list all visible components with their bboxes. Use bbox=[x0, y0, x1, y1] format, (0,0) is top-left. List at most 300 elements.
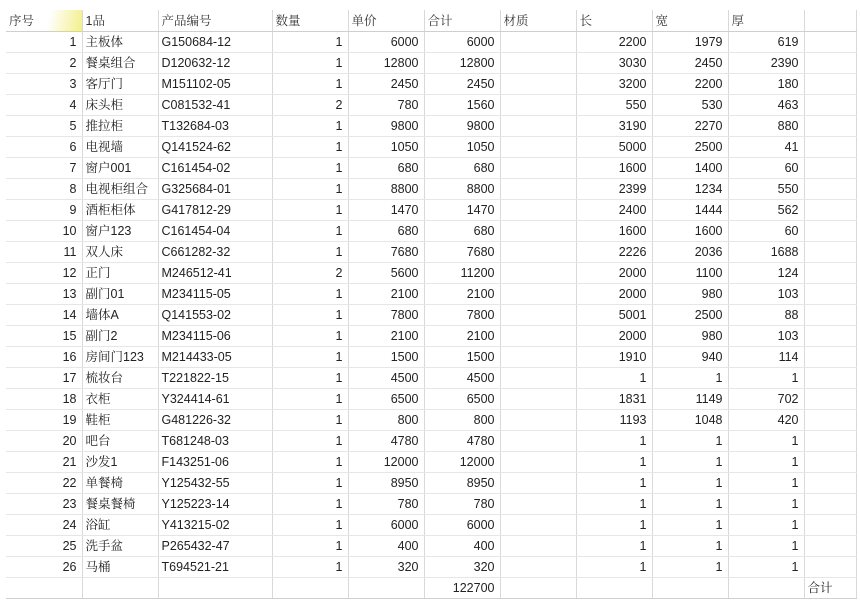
cell-subtotal[interactable]: 800 bbox=[424, 410, 500, 431]
cell-length[interactable]: 1 bbox=[576, 431, 652, 452]
cell-width[interactable]: 940 bbox=[652, 347, 728, 368]
header-cell-thickness[interactable]: 厚 bbox=[728, 10, 804, 32]
cell-thickness[interactable]: 88 bbox=[728, 305, 804, 326]
cell-material[interactable] bbox=[500, 431, 576, 452]
cell-subtotal[interactable]: 8800 bbox=[424, 179, 500, 200]
cell-code[interactable]: C661282-32 bbox=[158, 242, 272, 263]
cell-qty[interactable]: 1 bbox=[272, 473, 348, 494]
cell-qty[interactable]: 1 bbox=[272, 305, 348, 326]
cell-length[interactable]: 2000 bbox=[576, 326, 652, 347]
cell-code[interactable]: Y125223-14 bbox=[158, 494, 272, 515]
cell-length[interactable]: 5001 bbox=[576, 305, 652, 326]
cell-qty[interactable]: 1 bbox=[272, 179, 348, 200]
cell[interactable] bbox=[500, 578, 576, 599]
cell-width[interactable]: 1 bbox=[652, 536, 728, 557]
cell-width[interactable]: 980 bbox=[652, 326, 728, 347]
cell-width[interactable]: 1234 bbox=[652, 179, 728, 200]
cell-material[interactable] bbox=[500, 179, 576, 200]
cell-name[interactable]: 房间门123 bbox=[82, 347, 158, 368]
cell-qty[interactable]: 1 bbox=[272, 494, 348, 515]
cell-qty[interactable]: 1 bbox=[272, 557, 348, 578]
cell-thickness[interactable]: 2390 bbox=[728, 53, 804, 74]
cell-seq[interactable]: 1 bbox=[6, 32, 82, 53]
cell-seq[interactable]: 26 bbox=[6, 557, 82, 578]
cell-qty[interactable]: 1 bbox=[272, 53, 348, 74]
cell-length[interactable]: 1193 bbox=[576, 410, 652, 431]
cell-price[interactable]: 12000 bbox=[348, 452, 424, 473]
cell-qty[interactable]: 1 bbox=[272, 347, 348, 368]
cell-material[interactable] bbox=[500, 116, 576, 137]
cell-price[interactable]: 4780 bbox=[348, 431, 424, 452]
cell-length[interactable]: 1831 bbox=[576, 389, 652, 410]
cell-code[interactable]: G325684-01 bbox=[158, 179, 272, 200]
cell-seq[interactable]: 10 bbox=[6, 221, 82, 242]
cell-material[interactable] bbox=[500, 536, 576, 557]
cell-code[interactable]: G481226-32 bbox=[158, 410, 272, 431]
cell-name[interactable]: 单餐椅 bbox=[82, 473, 158, 494]
cell-thickness[interactable]: 1 bbox=[728, 473, 804, 494]
cell-thickness[interactable]: 103 bbox=[728, 326, 804, 347]
cell-name[interactable]: 鞋柜 bbox=[82, 410, 158, 431]
cell-extra[interactable] bbox=[804, 74, 856, 95]
cell-qty[interactable]: 1 bbox=[272, 32, 348, 53]
cell-subtotal[interactable]: 6500 bbox=[424, 389, 500, 410]
cell-material[interactable] bbox=[500, 200, 576, 221]
cell-name[interactable]: 墙体A bbox=[82, 305, 158, 326]
cell-thickness[interactable]: 463 bbox=[728, 95, 804, 116]
cell-subtotal[interactable]: 1470 bbox=[424, 200, 500, 221]
cell-extra[interactable] bbox=[804, 137, 856, 158]
cell-price[interactable]: 680 bbox=[348, 158, 424, 179]
cell-qty[interactable]: 1 bbox=[272, 74, 348, 95]
header-cell-length[interactable]: 长 bbox=[576, 10, 652, 32]
cell-price[interactable]: 6000 bbox=[348, 32, 424, 53]
cell-price[interactable]: 7680 bbox=[348, 242, 424, 263]
cell-name[interactable]: 衣柜 bbox=[82, 389, 158, 410]
cell-seq[interactable]: 19 bbox=[6, 410, 82, 431]
cell-seq[interactable]: 4 bbox=[6, 95, 82, 116]
cell-price[interactable]: 1470 bbox=[348, 200, 424, 221]
cell-length[interactable]: 5000 bbox=[576, 137, 652, 158]
cell-subtotal[interactable]: 6000 bbox=[424, 32, 500, 53]
cell-thickness[interactable]: 1 bbox=[728, 368, 804, 389]
cell-length[interactable]: 2226 bbox=[576, 242, 652, 263]
cell-thickness[interactable]: 1688 bbox=[728, 242, 804, 263]
cell-material[interactable] bbox=[500, 53, 576, 74]
cell-name[interactable]: 副门01 bbox=[82, 284, 158, 305]
cell-name[interactable]: 餐桌组合 bbox=[82, 53, 158, 74]
cell-seq[interactable]: 18 bbox=[6, 389, 82, 410]
cell-name[interactable]: 双人床 bbox=[82, 242, 158, 263]
cell-length[interactable]: 2200 bbox=[576, 32, 652, 53]
cell-name[interactable]: 电视墙 bbox=[82, 137, 158, 158]
cell-code[interactable]: T132684-03 bbox=[158, 116, 272, 137]
cell-seq[interactable]: 2 bbox=[6, 53, 82, 74]
cell-name[interactable]: 窗户123 bbox=[82, 221, 158, 242]
cell-extra[interactable] bbox=[804, 431, 856, 452]
cell-extra[interactable] bbox=[804, 452, 856, 473]
cell-width[interactable]: 1600 bbox=[652, 221, 728, 242]
cell-length[interactable]: 1 bbox=[576, 515, 652, 536]
header-cell-qty[interactable]: 数量 bbox=[272, 10, 348, 32]
cell-material[interactable] bbox=[500, 557, 576, 578]
cell-qty[interactable]: 1 bbox=[272, 536, 348, 557]
cell-subtotal[interactable]: 11200 bbox=[424, 263, 500, 284]
cell-subtotal[interactable]: 7680 bbox=[424, 242, 500, 263]
cell-qty[interactable]: 2 bbox=[272, 263, 348, 284]
cell-price[interactable]: 8950 bbox=[348, 473, 424, 494]
cell-thickness[interactable]: 60 bbox=[728, 221, 804, 242]
cell-width[interactable]: 2450 bbox=[652, 53, 728, 74]
cell-code[interactable]: T694521-21 bbox=[158, 557, 272, 578]
cell-material[interactable] bbox=[500, 452, 576, 473]
cell-width[interactable]: 1979 bbox=[652, 32, 728, 53]
cell-material[interactable] bbox=[500, 515, 576, 536]
cell-material[interactable] bbox=[500, 137, 576, 158]
cell-thickness[interactable]: 103 bbox=[728, 284, 804, 305]
cell-code[interactable]: M234115-05 bbox=[158, 284, 272, 305]
header-cell-material[interactable]: 材质 bbox=[500, 10, 576, 32]
cell-code[interactable]: M214433-05 bbox=[158, 347, 272, 368]
cell-width[interactable]: 2500 bbox=[652, 137, 728, 158]
cell-code[interactable]: T221822-15 bbox=[158, 368, 272, 389]
cell-price[interactable]: 5600 bbox=[348, 263, 424, 284]
cell-width[interactable]: 1444 bbox=[652, 200, 728, 221]
cell-material[interactable] bbox=[500, 74, 576, 95]
cell-width[interactable]: 1 bbox=[652, 473, 728, 494]
cell-length[interactable]: 1 bbox=[576, 452, 652, 473]
cell-seq[interactable]: 5 bbox=[6, 116, 82, 137]
cell-thickness[interactable]: 702 bbox=[728, 389, 804, 410]
cell-width[interactable]: 2270 bbox=[652, 116, 728, 137]
cell-code[interactable]: C161454-02 bbox=[158, 158, 272, 179]
header-cell-extra[interactable] bbox=[804, 10, 856, 32]
cell-seq[interactable]: 20 bbox=[6, 431, 82, 452]
cell-length[interactable]: 1 bbox=[576, 368, 652, 389]
cell-length[interactable]: 550 bbox=[576, 95, 652, 116]
cell-seq[interactable]: 13 bbox=[6, 284, 82, 305]
cell-seq[interactable]: 8 bbox=[6, 179, 82, 200]
cell-extra[interactable] bbox=[804, 305, 856, 326]
cell-code[interactable]: M151102-05 bbox=[158, 74, 272, 95]
cell-material[interactable] bbox=[500, 263, 576, 284]
cell-price[interactable]: 780 bbox=[348, 494, 424, 515]
cell-qty[interactable]: 1 bbox=[272, 368, 348, 389]
cell[interactable] bbox=[272, 578, 348, 599]
cell-material[interactable] bbox=[500, 242, 576, 263]
cell-thickness[interactable]: 550 bbox=[728, 179, 804, 200]
cell-price[interactable]: 4500 bbox=[348, 368, 424, 389]
cell-qty[interactable]: 1 bbox=[272, 410, 348, 431]
cell-subtotal[interactable]: 12800 bbox=[424, 53, 500, 74]
cell-seq[interactable]: 12 bbox=[6, 263, 82, 284]
cell-name[interactable]: 推拉柜 bbox=[82, 116, 158, 137]
cell-subtotal[interactable]: 2100 bbox=[424, 326, 500, 347]
cell-length[interactable]: 3030 bbox=[576, 53, 652, 74]
cell-width[interactable]: 2500 bbox=[652, 305, 728, 326]
cell-length[interactable]: 2400 bbox=[576, 200, 652, 221]
cell-subtotal[interactable]: 1050 bbox=[424, 137, 500, 158]
cell-qty[interactable]: 1 bbox=[272, 242, 348, 263]
cell-seq[interactable]: 17 bbox=[6, 368, 82, 389]
cell-subtotal[interactable]: 2100 bbox=[424, 284, 500, 305]
grand-total-cell[interactable]: 122700 bbox=[424, 578, 500, 599]
cell-seq[interactable]: 6 bbox=[6, 137, 82, 158]
cell-name[interactable]: 正门 bbox=[82, 263, 158, 284]
cell-code[interactable]: Y125432-55 bbox=[158, 473, 272, 494]
cell-length[interactable]: 1910 bbox=[576, 347, 652, 368]
header-cell-subtotal[interactable]: 合计 bbox=[424, 10, 500, 32]
cell-subtotal[interactable]: 680 bbox=[424, 158, 500, 179]
cell-name[interactable]: 梳妆台 bbox=[82, 368, 158, 389]
cell-subtotal[interactable]: 9800 bbox=[424, 116, 500, 137]
cell-extra[interactable] bbox=[804, 53, 856, 74]
cell-qty[interactable]: 1 bbox=[272, 221, 348, 242]
cell-name[interactable]: 床头柜 bbox=[82, 95, 158, 116]
cell-length[interactable]: 2000 bbox=[576, 284, 652, 305]
cell-code[interactable]: Y324414-61 bbox=[158, 389, 272, 410]
cell-subtotal[interactable]: 320 bbox=[424, 557, 500, 578]
cell-width[interactable]: 1400 bbox=[652, 158, 728, 179]
cell-extra[interactable] bbox=[804, 473, 856, 494]
cell-thickness[interactable]: 1 bbox=[728, 452, 804, 473]
cell-seq[interactable]: 15 bbox=[6, 326, 82, 347]
cell-width[interactable]: 1 bbox=[652, 557, 728, 578]
cell-price[interactable]: 9800 bbox=[348, 116, 424, 137]
cell-qty[interactable]: 1 bbox=[272, 158, 348, 179]
cell-material[interactable] bbox=[500, 473, 576, 494]
cell-code[interactable]: P265432-47 bbox=[158, 536, 272, 557]
cell-thickness[interactable]: 180 bbox=[728, 74, 804, 95]
cell-qty[interactable]: 1 bbox=[272, 326, 348, 347]
cell-code[interactable]: C081532-41 bbox=[158, 95, 272, 116]
cell-material[interactable] bbox=[500, 305, 576, 326]
cell-extra[interactable] bbox=[804, 410, 856, 431]
cell-thickness[interactable]: 1 bbox=[728, 515, 804, 536]
cell-price[interactable]: 6500 bbox=[348, 389, 424, 410]
cell-length[interactable]: 1 bbox=[576, 473, 652, 494]
cell-width[interactable]: 1048 bbox=[652, 410, 728, 431]
cell-name[interactable]: 沙发1 bbox=[82, 452, 158, 473]
cell-width[interactable]: 1 bbox=[652, 494, 728, 515]
cell-code[interactable]: T681248-03 bbox=[158, 431, 272, 452]
cell-seq[interactable]: 22 bbox=[6, 473, 82, 494]
cell-price[interactable]: 2100 bbox=[348, 284, 424, 305]
cell-qty[interactable]: 1 bbox=[272, 137, 348, 158]
cell-price[interactable]: 2450 bbox=[348, 74, 424, 95]
cell-length[interactable]: 3200 bbox=[576, 74, 652, 95]
cell-extra[interactable] bbox=[804, 557, 856, 578]
cell-extra[interactable] bbox=[804, 494, 856, 515]
header-cell-width[interactable]: 宽 bbox=[652, 10, 728, 32]
cell-thickness[interactable]: 420 bbox=[728, 410, 804, 431]
cell-length[interactable]: 1 bbox=[576, 494, 652, 515]
cell-length[interactable]: 2399 bbox=[576, 179, 652, 200]
cell-price[interactable]: 12800 bbox=[348, 53, 424, 74]
cell-material[interactable] bbox=[500, 158, 576, 179]
cell-code[interactable]: C161454-04 bbox=[158, 221, 272, 242]
cell-extra[interactable] bbox=[804, 158, 856, 179]
cell-length[interactable]: 1600 bbox=[576, 158, 652, 179]
cell-material[interactable] bbox=[500, 221, 576, 242]
cell-width[interactable]: 1 bbox=[652, 431, 728, 452]
cell-seq[interactable]: 25 bbox=[6, 536, 82, 557]
cell-name[interactable]: 餐桌餐椅 bbox=[82, 494, 158, 515]
cell-extra[interactable] bbox=[804, 326, 856, 347]
cell-width[interactable]: 980 bbox=[652, 284, 728, 305]
cell-thickness[interactable]: 41 bbox=[728, 137, 804, 158]
cell-material[interactable] bbox=[500, 410, 576, 431]
cell-subtotal[interactable]: 780 bbox=[424, 494, 500, 515]
cell-price[interactable]: 780 bbox=[348, 95, 424, 116]
cell-seq[interactable]: 14 bbox=[6, 305, 82, 326]
cell-code[interactable]: D120632-12 bbox=[158, 53, 272, 74]
cell-length[interactable]: 1600 bbox=[576, 221, 652, 242]
cell-width[interactable]: 2200 bbox=[652, 74, 728, 95]
cell-price[interactable]: 6000 bbox=[348, 515, 424, 536]
cell-material[interactable] bbox=[500, 389, 576, 410]
cell-material[interactable] bbox=[500, 326, 576, 347]
cell-qty[interactable]: 1 bbox=[272, 452, 348, 473]
cell-code[interactable]: M246512-41 bbox=[158, 263, 272, 284]
cell-qty[interactable]: 1 bbox=[272, 200, 348, 221]
cell-seq[interactable]: 3 bbox=[6, 74, 82, 95]
cell-price[interactable]: 8800 bbox=[348, 179, 424, 200]
cell-width[interactable]: 1149 bbox=[652, 389, 728, 410]
cell-seq[interactable]: 24 bbox=[6, 515, 82, 536]
cell-thickness[interactable]: 1 bbox=[728, 536, 804, 557]
cell-price[interactable]: 1050 bbox=[348, 137, 424, 158]
cell-name[interactable]: 主板体 bbox=[82, 32, 158, 53]
cell-width[interactable]: 1 bbox=[652, 452, 728, 473]
cell-extra[interactable] bbox=[804, 515, 856, 536]
cell-code[interactable]: Q141553-02 bbox=[158, 305, 272, 326]
cell-price[interactable]: 7800 bbox=[348, 305, 424, 326]
cell-thickness[interactable]: 114 bbox=[728, 347, 804, 368]
cell-material[interactable] bbox=[500, 368, 576, 389]
cell-code[interactable]: F143251-06 bbox=[158, 452, 272, 473]
cell-qty[interactable]: 1 bbox=[272, 389, 348, 410]
cell-thickness[interactable]: 60 bbox=[728, 158, 804, 179]
cell-material[interactable] bbox=[500, 347, 576, 368]
cell-seq[interactable]: 23 bbox=[6, 494, 82, 515]
cell-thickness[interactable]: 1 bbox=[728, 557, 804, 578]
cell-name[interactable]: 吧台 bbox=[82, 431, 158, 452]
cell-price[interactable]: 2100 bbox=[348, 326, 424, 347]
cell-extra[interactable] bbox=[804, 389, 856, 410]
cell-extra[interactable] bbox=[804, 221, 856, 242]
cell[interactable] bbox=[348, 578, 424, 599]
cell-extra[interactable] bbox=[804, 32, 856, 53]
cell-code[interactable]: Y413215-02 bbox=[158, 515, 272, 536]
cell-price[interactable]: 800 bbox=[348, 410, 424, 431]
cell-extra[interactable] bbox=[804, 368, 856, 389]
cell-material[interactable] bbox=[500, 32, 576, 53]
cell-subtotal[interactable]: 1560 bbox=[424, 95, 500, 116]
cell-name[interactable]: 酒柜柜体 bbox=[82, 200, 158, 221]
cell-length[interactable]: 1 bbox=[576, 557, 652, 578]
cell-code[interactable]: G150684-12 bbox=[158, 32, 272, 53]
cell-name[interactable]: 客厅门 bbox=[82, 74, 158, 95]
cell-thickness[interactable]: 1 bbox=[728, 431, 804, 452]
cell-subtotal[interactable]: 680 bbox=[424, 221, 500, 242]
cell-length[interactable]: 1 bbox=[576, 536, 652, 557]
cell-subtotal[interactable]: 1500 bbox=[424, 347, 500, 368]
cell-seq[interactable]: 16 bbox=[6, 347, 82, 368]
cell-seq[interactable]: 21 bbox=[6, 452, 82, 473]
cell-name[interactable]: 副门2 bbox=[82, 326, 158, 347]
cell-name[interactable]: 窗户001 bbox=[82, 158, 158, 179]
cell-subtotal[interactable]: 2450 bbox=[424, 74, 500, 95]
cell[interactable] bbox=[728, 578, 804, 599]
cell-price[interactable]: 680 bbox=[348, 221, 424, 242]
cell-width[interactable]: 1 bbox=[652, 515, 728, 536]
cell-extra[interactable] bbox=[804, 200, 856, 221]
cell-material[interactable] bbox=[500, 284, 576, 305]
cell-thickness[interactable]: 1 bbox=[728, 494, 804, 515]
cell-price[interactable]: 400 bbox=[348, 536, 424, 557]
cell-name[interactable]: 马桶 bbox=[82, 557, 158, 578]
cell[interactable] bbox=[158, 578, 272, 599]
cell[interactable] bbox=[82, 578, 158, 599]
cell-thickness[interactable]: 562 bbox=[728, 200, 804, 221]
cell-code[interactable]: M234115-06 bbox=[158, 326, 272, 347]
cell-price[interactable]: 1500 bbox=[348, 347, 424, 368]
cell-qty[interactable]: 1 bbox=[272, 284, 348, 305]
cell-thickness[interactable]: 124 bbox=[728, 263, 804, 284]
cell-subtotal[interactable]: 400 bbox=[424, 536, 500, 557]
cell-length[interactable]: 3190 bbox=[576, 116, 652, 137]
cell-extra[interactable] bbox=[804, 242, 856, 263]
cell-extra[interactable] bbox=[804, 536, 856, 557]
cell-extra[interactable] bbox=[804, 179, 856, 200]
header-cell-price[interactable]: 单价 bbox=[348, 10, 424, 32]
cell-width[interactable]: 1100 bbox=[652, 263, 728, 284]
cell-subtotal[interactable]: 7800 bbox=[424, 305, 500, 326]
cell-seq[interactable]: 7 bbox=[6, 158, 82, 179]
cell-qty[interactable]: 1 bbox=[272, 116, 348, 137]
cell[interactable] bbox=[6, 578, 82, 599]
cell-name[interactable]: 电视柜组合 bbox=[82, 179, 158, 200]
cell-subtotal[interactable]: 12000 bbox=[424, 452, 500, 473]
cell-extra[interactable] bbox=[804, 263, 856, 284]
cell-subtotal[interactable]: 4780 bbox=[424, 431, 500, 452]
cell-thickness[interactable]: 619 bbox=[728, 32, 804, 53]
cell-code[interactable]: Q141524-62 bbox=[158, 137, 272, 158]
header-cell-seq[interactable]: 序号 bbox=[6, 10, 82, 32]
cell-extra[interactable] bbox=[804, 284, 856, 305]
header-cell-name[interactable]: 1品 bbox=[82, 10, 158, 32]
cell[interactable] bbox=[576, 578, 652, 599]
cell-subtotal[interactable]: 4500 bbox=[424, 368, 500, 389]
cell-extra[interactable] bbox=[804, 347, 856, 368]
cell-extra[interactable] bbox=[804, 95, 856, 116]
cell-code[interactable]: G417812-29 bbox=[158, 200, 272, 221]
cell[interactable] bbox=[652, 578, 728, 599]
cell-width[interactable]: 2036 bbox=[652, 242, 728, 263]
cell-subtotal[interactable]: 6000 bbox=[424, 515, 500, 536]
cell-qty[interactable]: 2 bbox=[272, 95, 348, 116]
header-cell-code[interactable]: 产品编号 bbox=[158, 10, 272, 32]
cell-material[interactable] bbox=[500, 95, 576, 116]
cell-qty[interactable]: 1 bbox=[272, 515, 348, 536]
cell-width[interactable]: 1 bbox=[652, 368, 728, 389]
cell-seq[interactable]: 11 bbox=[6, 242, 82, 263]
cell-price[interactable]: 320 bbox=[348, 557, 424, 578]
cell-extra[interactable] bbox=[804, 116, 856, 137]
cell-subtotal[interactable]: 8950 bbox=[424, 473, 500, 494]
total-label-cell[interactable]: 合计 bbox=[804, 578, 856, 599]
